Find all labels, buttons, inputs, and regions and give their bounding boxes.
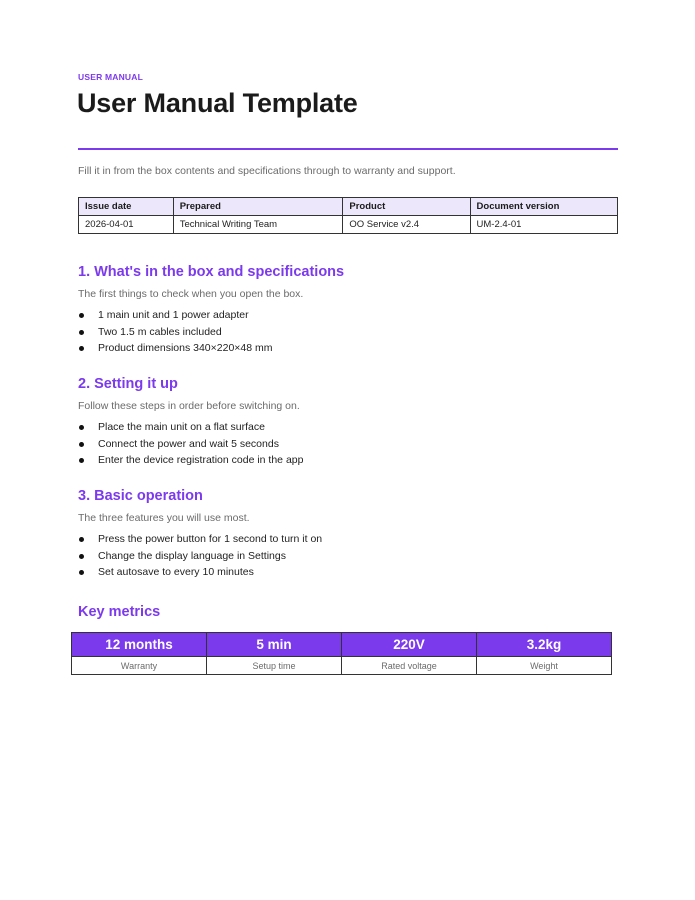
- bullet-icon: [79, 570, 84, 575]
- document-eyebrow: USER MANUAL: [78, 72, 144, 82]
- list-item: [78, 550, 618, 567]
- list-item-text: Press the power button for 1 second to turn it on: [98, 533, 323, 545]
- key-metrics-heading: Key metrics: [78, 604, 161, 620]
- document-title: User Manual Template: [77, 88, 358, 118]
- bullet-icon: [79, 442, 84, 447]
- key-metrics-table: [71, 632, 612, 675]
- list-item-text: Place the main unit on a flat surface: [98, 421, 265, 433]
- meta-header-row: [79, 198, 618, 216]
- metric-value-weight: 3.2kg: [477, 633, 612, 657]
- metric-label-warranty: Warranty: [72, 657, 207, 675]
- bullet-list: [78, 309, 618, 359]
- title-divider: [78, 148, 618, 150]
- bullet-list: [78, 421, 618, 471]
- list-item: [78, 421, 618, 438]
- metric-value-warranty: 12 months: [72, 633, 207, 657]
- metric-label-weight: Weight: [477, 657, 612, 675]
- meta-table: [78, 197, 618, 234]
- meta-header-product: Product: [343, 198, 470, 216]
- metric-label-setup-time: Setup time: [207, 657, 342, 675]
- bullet-icon: [79, 554, 84, 559]
- metrics-value-row: [72, 633, 612, 657]
- section-setup: [78, 376, 618, 471]
- list-item: [78, 326, 618, 343]
- meta-value-product: OO Service v2.4: [343, 216, 470, 234]
- list-item: [78, 533, 618, 550]
- meta-value-issue-date: 2026-04-01: [79, 216, 174, 234]
- meta-value-row: [79, 216, 618, 234]
- meta-header-prepared: Prepared: [173, 198, 343, 216]
- bullet-icon: [79, 313, 84, 318]
- list-item: [78, 566, 618, 583]
- meta-header-issue-date: Issue date: [79, 198, 174, 216]
- metric-value-setup-time: 5 min: [207, 633, 342, 657]
- bullet-icon: [79, 346, 84, 351]
- section-heading: 3. Basic operation: [78, 488, 203, 504]
- metric-label-rated-voltage: Rated voltage: [342, 657, 477, 675]
- bullet-list: [78, 533, 618, 583]
- bullet-icon: [79, 537, 84, 542]
- document-lead: Fill it in from the box contents and specifications through to warranty and support.: [78, 165, 456, 177]
- list-item-text: Enter the device registration code in the app: [98, 454, 304, 466]
- section-subtitle: The first things to check when you open the box.: [78, 288, 304, 300]
- section-subtitle: The three features you will use most.: [78, 512, 250, 524]
- bullet-icon: [79, 458, 84, 463]
- metric-value-rated-voltage: 220V: [342, 633, 477, 657]
- list-item-text: Set autosave to every 10 minutes: [98, 566, 254, 578]
- meta-header-document-version: Document version: [470, 198, 617, 216]
- list-item: [78, 438, 618, 455]
- section-box-contents: [78, 264, 618, 359]
- list-item-text: 1 main unit and 1 power adapter: [98, 309, 249, 321]
- bullet-icon: [79, 330, 84, 335]
- list-item-text: Two 1.5 m cables included: [98, 325, 222, 338]
- list-item: [78, 309, 618, 326]
- section-heading: 1. What's in the box and specifications: [78, 264, 345, 280]
- list-item-text: Product dimensions 340×220×48 mm: [98, 342, 273, 354]
- list-item-text: Connect the power and wait 5 seconds: [98, 437, 279, 450]
- list-item: [78, 342, 618, 359]
- meta-value-prepared: Technical Writing Team: [173, 216, 343, 234]
- section-heading: 2. Setting it up: [78, 376, 178, 392]
- section-basic-operation: [78, 488, 618, 583]
- meta-value-document-version: UM-2.4-01: [470, 216, 617, 234]
- metrics-label-row: [72, 657, 612, 675]
- list-item-text: Change the display language in Settings: [98, 549, 286, 562]
- list-item: [78, 454, 618, 471]
- bullet-icon: [79, 425, 84, 430]
- section-subtitle: Follow these steps in order before switching on.: [78, 400, 300, 412]
